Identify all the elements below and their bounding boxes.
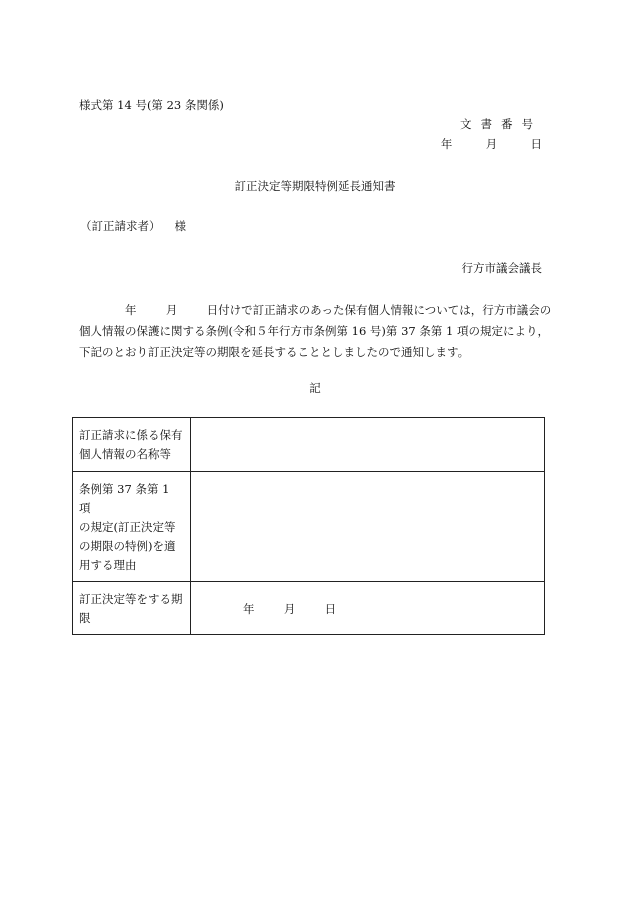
table-row [73,418,545,472]
ki-heading: 記 [309,381,321,395]
row-value-deadline[interactable] [191,582,545,635]
doc-date-day: 日 [530,137,542,151]
body-line-3: 下記のとおり訂正決定等の期限を延長することとしましたので通知します。 [79,345,470,359]
row-label-record-name [73,418,191,472]
addressee-name: （訂正請求者） [80,219,161,233]
deadline-month: 月 [283,601,296,616]
deadline-year: 年 [243,601,255,616]
table-row [73,582,545,635]
doc-date-month: 月 [485,137,498,151]
label-line: 訂正請求に係る保有 [79,428,183,442]
sender-name: 行方市議会議長 [461,261,542,275]
label-line: 個人情報の名称等 [79,447,171,461]
document-date [441,138,542,152]
form-number: 様式第 14 号(第 23 条関係) [79,98,224,112]
document-number-label: 文書番号 [460,117,542,131]
label-line: 限 [79,611,91,625]
document-title: 訂正決定等期限特例延長通知書 [234,179,396,193]
label-line: 訂正決定等をする期 [79,592,183,606]
deadline-day: 日 [324,601,337,616]
label-line: 用する理由 [79,558,137,572]
label-line: 条例第 37 条第 1 項 [79,482,170,515]
addressee [80,220,186,234]
body-paragraph [79,300,551,363]
doc-date-year: 年 [440,137,453,151]
label-line: の期限の特例)を適 [79,539,176,553]
row-label-deadline [73,582,191,635]
row-value-reason[interactable] [191,472,545,582]
body-line-2: 個人情報の保護に関する条例(令和５年行方市条例第 16 号)第 37 条第 1 項の規定により， [79,324,549,338]
body-date-year: 年 [125,303,137,317]
body-line-1-text: 日付けで訂正請求のあった保有個人情報については，行方市議会の [206,303,552,317]
addressee-honorific: 様 [174,219,186,233]
body-line-1 [79,300,551,321]
details-table [72,417,545,635]
table-row [73,472,545,582]
row-value-record-name[interactable] [191,418,545,472]
label-line: の規定(訂正決定等 [79,520,176,534]
row-label-reason [73,472,191,582]
body-date-month: 月 [165,303,178,317]
